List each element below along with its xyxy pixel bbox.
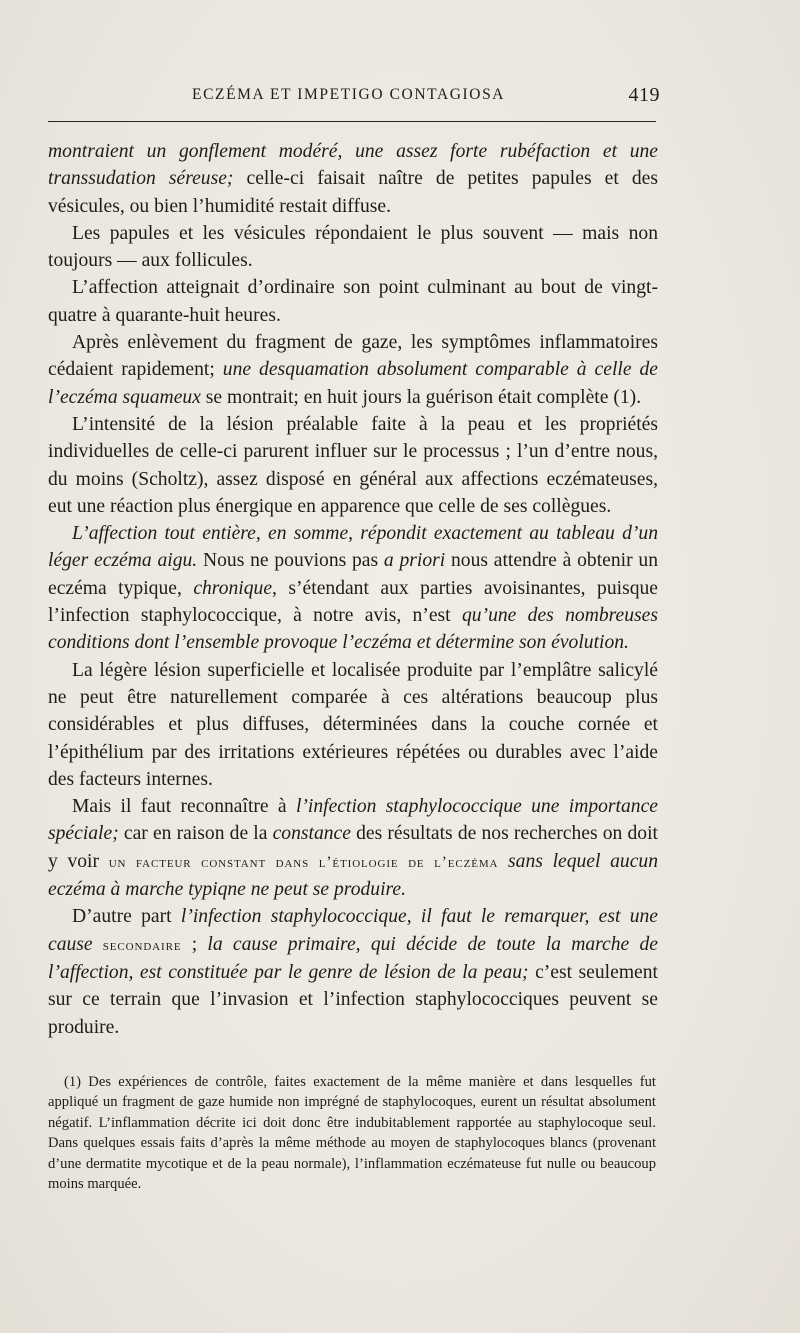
paragraph xyxy=(48,220,658,275)
italic-run: qu’une des nombreuses conditions dont l’ensemble provoque l’eczéma et détermine son évolution. xyxy=(48,605,658,654)
running-head xyxy=(40,86,660,112)
page-number: 419 xyxy=(628,84,660,106)
text-run: Après enlèvement du fragment de gaze, les symptômes inflammatoires cédaient rapidement; xyxy=(48,332,658,381)
text-run: c’est seulement sur ce terrain que l’invasion et l’infection staphylococciques peuvent se produire. xyxy=(48,961,658,1038)
italic-run: chronique xyxy=(193,577,273,599)
paragraph xyxy=(48,520,658,656)
paragraph xyxy=(48,903,658,1040)
footnote-text: (1) Des expériences de contrôle, faites exactement de la même manière et dans lesquelles fut appliqué un fragment de gaze humide non imprégné de staphylocoques, eurent un résultat absolument négatif. L’inflammation décrite ici doit donc être indubitablement rapportée au staphylocoque seul. Dans quelques essais faits d’après la même méthode au moyen de staphylocoques blancs (provenant d’une dermatite mycotique et de la peau normale), l’inflammation eczémateuse fut nulle ou beaucoup moins marquée. xyxy=(48,1074,656,1193)
paragraph xyxy=(48,274,658,329)
italic-run: L’affection tout entière, en somme, répondit exactement au tableau d’un léger eczéma aigu. xyxy=(48,523,658,572)
running-title: ECZÉMA ET IMPETIGO CONTAGIOSA xyxy=(192,86,506,103)
italic-run: l’infection staphylococcique une importance spéciale; xyxy=(48,796,658,845)
text-run: des résultats de nos recherches on doit y voir xyxy=(48,823,658,872)
text-run: car en raison de la xyxy=(118,823,273,845)
header-rule xyxy=(48,121,656,122)
text-run: La légère lésion superficielle et localisée produite par l’emplâtre salicylé ne peut être naturellement comparée à ces altérations beaucoup plus considérables et plus diffuses, déterminées dans la couche cornée et l’épithélium par des irritations extérieures répétées ou durables avec l’aide des facteurs internes. xyxy=(48,659,658,790)
text-run: ; xyxy=(181,933,208,955)
text-run: D’autre part xyxy=(72,906,181,928)
text-run: Nous ne pouvions pas xyxy=(197,550,384,572)
small-caps-run: secondaire xyxy=(92,936,182,954)
italic-run: la cause primaire, qui décide de toute la marche de l’affection, est constituée par le genre de lésion de la peau; xyxy=(48,933,658,983)
paragraph xyxy=(48,329,658,411)
italic-run: montraient un gonflement modéré, une assez forte rubéfaction et une transsudation séreuse; xyxy=(48,141,658,190)
italic-run: constance xyxy=(272,823,351,845)
text-run: L’affection atteignait d’ordinaire son point culminant au bout de vingt-quatre à quarante-huit heures. xyxy=(48,277,658,326)
text-run: nous attendre à obtenir un eczéma typique, xyxy=(48,550,658,599)
italic-run: a priori xyxy=(383,550,446,572)
text-run: se montrait; en huit jours la guérison était complète (1). xyxy=(200,386,642,408)
paragraph xyxy=(48,793,658,903)
paragraph xyxy=(48,138,658,220)
italic-run: une desquamation absolument comparable à celle de l’eczéma squameux xyxy=(48,359,658,408)
text-run: celle-ci faisait naître de petites papules et des vésicules, ou bien l’humidité restait diffuse. xyxy=(48,168,658,217)
paragraph xyxy=(48,657,658,793)
body-text xyxy=(48,138,658,1041)
text-run: , s’étendant aux parties avoisinantes, puisque l’infection staphylococcique, à notre avis, n’est xyxy=(48,577,658,627)
text-run: Les papules et les vésicules répondaient le plus souvent — mais non toujours — aux follicules. xyxy=(48,222,658,272)
italic-run: sans lequel aucun eczéma à marche typiqne ne peut se produire. xyxy=(48,850,658,901)
small-caps-run: un facteur constant dans l’étiologie de l’eczéma xyxy=(108,853,499,871)
text-run: Mais il faut reconnaître à xyxy=(72,796,296,818)
footnote xyxy=(48,1072,656,1194)
paragraph xyxy=(48,411,658,520)
text-run: L’intensité de la lésion préalable faite à la peau et les propriétés individuelles de celle-ci parurent influer sur le processus ; l’un d’entre nous, du moins (Scholtz), assez disposé en général aux affections eczémateuses, eut une réaction plus énergique en apparence que celle de ses collègues. xyxy=(48,413,658,517)
italic-run: l’infection staphylococcique, il faut le remarquer, est une cause xyxy=(48,906,658,955)
